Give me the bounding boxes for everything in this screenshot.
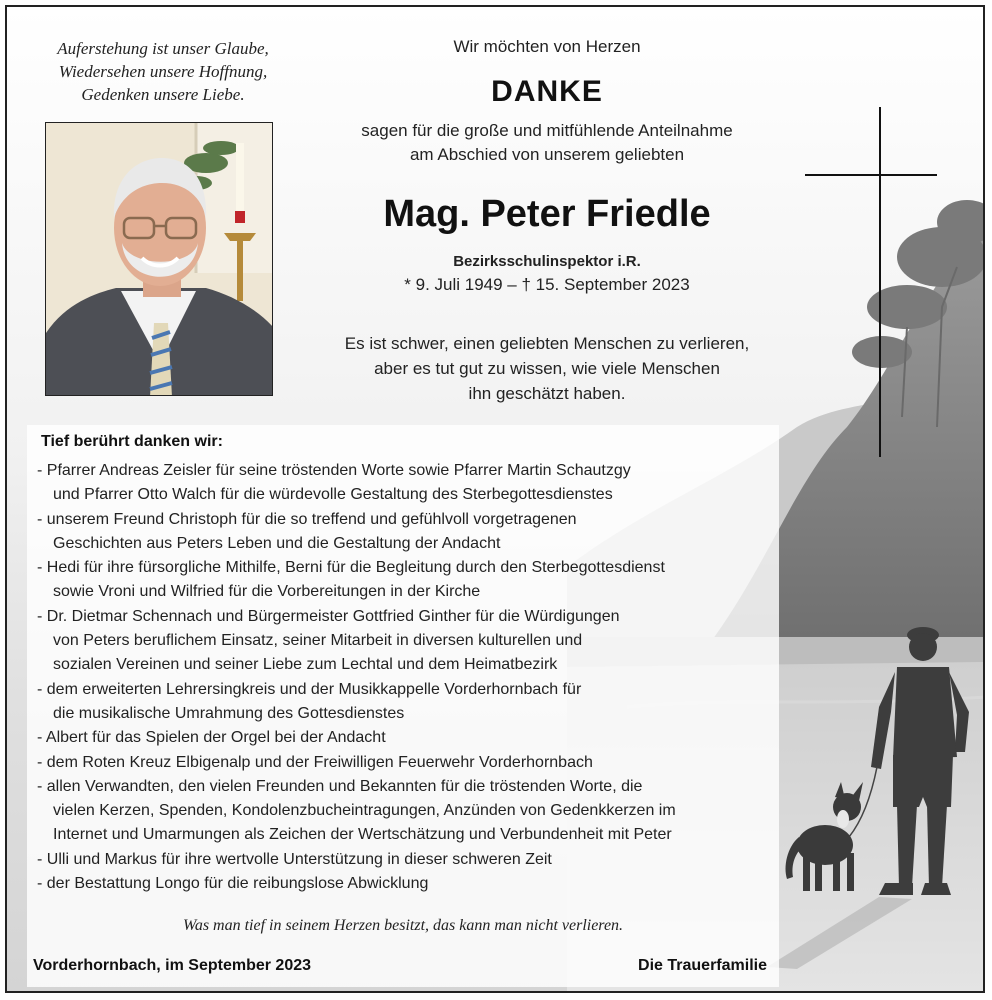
life-dates: * 9. Juli 1949 – † 15. September 2023 (404, 275, 690, 294)
signature: Die Trauerfamilie (638, 957, 767, 974)
motto (29, 37, 297, 106)
quote-line: aber es tut gut zu wissen, wie viele Menschen (374, 359, 720, 378)
thanks-text (297, 119, 797, 167)
cross-icon (805, 107, 937, 457)
thanks-line: sagen für die große und mitfühlende Anteilnahme (361, 121, 733, 140)
list-item: - allen Verwandten, den vielen Freunden und Bekannten für die tröstenden Worte, die vielen Kerzen, Spenden, Kondolenzbucheintragungen, Anzünden von Gedenkkerzen im Internet und Umarmungen als Zeichen der Wertschätzung und Verbundenheit mit Peter (37, 777, 676, 844)
thanks-line: am Abschied von unserem geliebten (409, 145, 685, 164)
motto-line: Wiedersehen unsere Hoffnung, (58, 62, 268, 81)
quote (297, 331, 797, 406)
thanks-heading: Tief berührt danken wir: (41, 433, 223, 450)
list-item: - dem Roten Kreuz Elbigenalp und der Freiwilligen Feuerwehr Vorderhornbach (37, 753, 593, 771)
deceased-name: Mag. Peter Friedle (383, 193, 711, 235)
list-item: - Dr. Dietmar Schennach und Bürgermeister Gottfried Ginther für die Würdigungen von Peters beruflichem Einsatz, seiner Mitarbeit in diversen kulturellen und sozialen Vereinen und seiner Liebe zum Lechtal und dem Heimatbezirk (37, 607, 620, 674)
portrait-photo (45, 122, 273, 396)
thanks-list (37, 459, 777, 896)
motto-line: Auferstehung ist unser Glaube, (57, 39, 269, 58)
obituary-card (5, 5, 985, 993)
closing-quote: Was man tief in seinem Herzen besitzt, das kann man nicht verlieren. (182, 917, 624, 934)
deceased-title: Bezirksschulinspektor i.R. (453, 253, 641, 270)
list-item: - Hedi für ihre fürsorgliche Mithilfe, Berni für die Begleitung durch den Sterbegottesdienst sowie Vroni und Wilfried für die Vorbereitungen in der Kirche (37, 559, 665, 601)
motto-line: Gedenken unsere Liebe. (81, 85, 245, 104)
danke-heading: DANKE (491, 75, 603, 108)
list-item: - unserem Freund Christoph für die so treffend und gefühlvoll vorgetragenen Geschichten aus Peters Leben und die Gestaltung der Andacht (37, 510, 577, 552)
intro-line: Wir möchten von Herzen (453, 37, 641, 56)
list-item: - der Bestattung Longo für die reibungslose Abwicklung (37, 875, 429, 893)
list-item: - Albert für das Spielen der Orgel bei der Andacht (37, 729, 386, 747)
quote-line: Es ist schwer, einen geliebten Menschen zu verlieren, (344, 334, 750, 353)
list-item: - Pfarrer Andreas Zeisler für seine tröstenden Worte sowie Pfarrer Martin Schautzgy und Pfarrer Otto Walch für die würdevolle Gestaltung des Sterbegottesdienstes (37, 462, 631, 504)
quote-line: ihn geschätzt haben. (468, 384, 626, 403)
list-item: - Ulli und Markus für ihre wertvolle Unterstützung in dieser schweren Zeit (37, 850, 552, 868)
list-item: - dem erweiterten Lehrersingkreis und der Musikkappelle Vorderhornbach für die musikalische Umrahmung des Gottesdienstes (37, 680, 582, 722)
place-date: Vorderhornbach, im September 2023 (33, 957, 312, 974)
thanks-panel (27, 425, 779, 987)
